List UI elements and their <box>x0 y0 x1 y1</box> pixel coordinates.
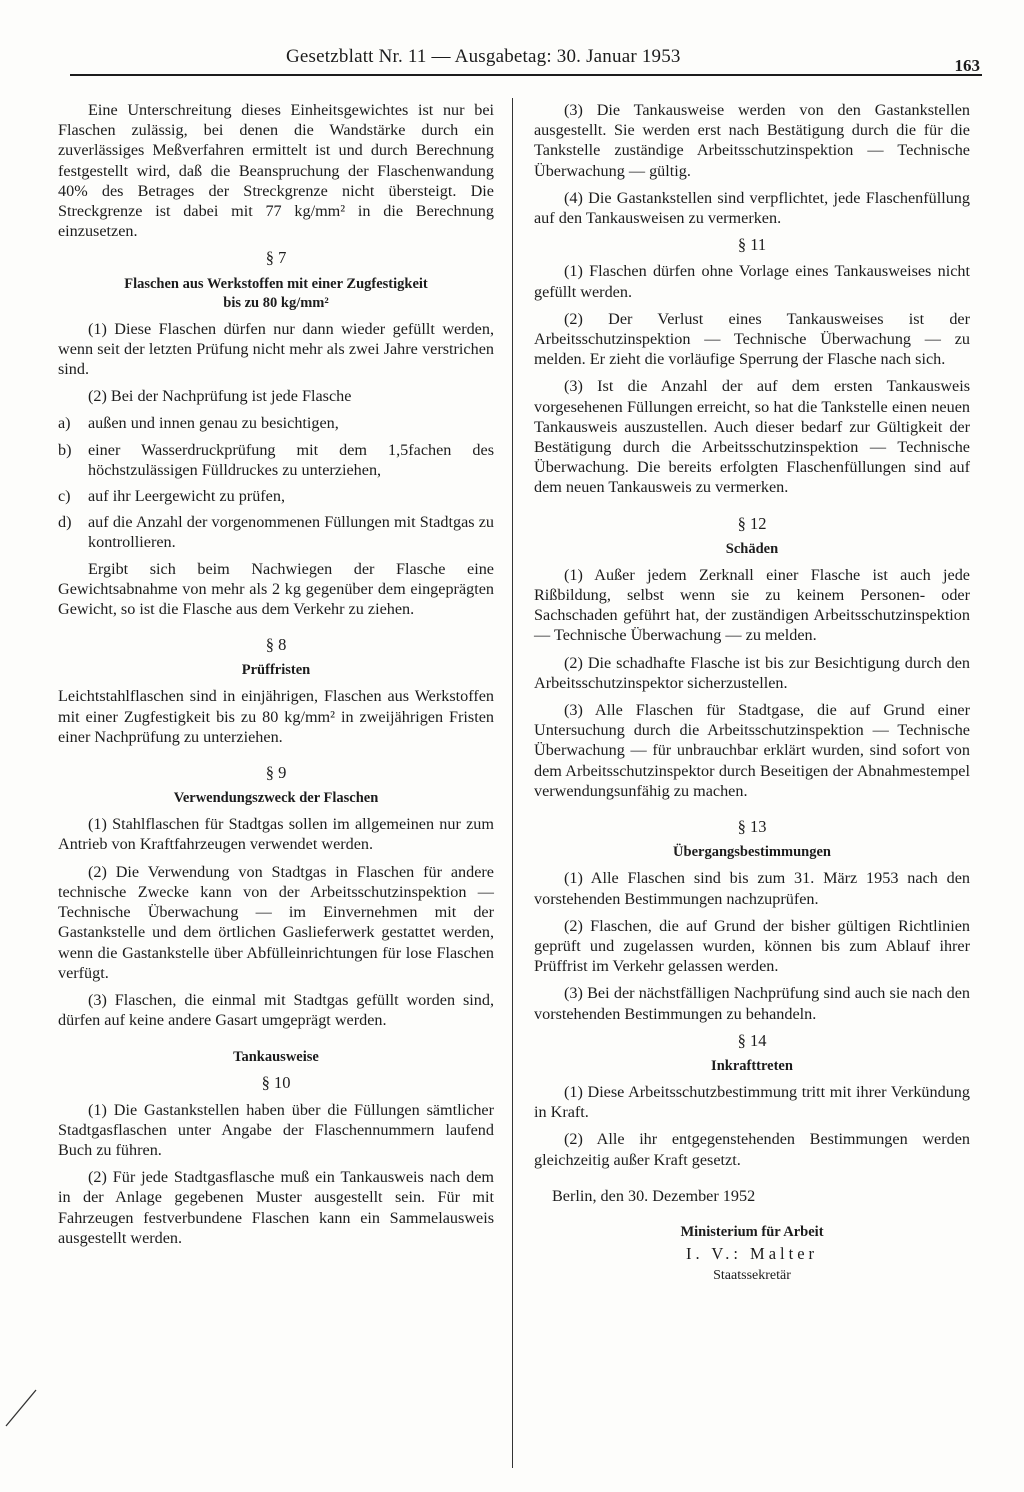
section-13-paragraph-2: (2) Flaschen, die auf Grund der bisher gültigen Richtlinien geprüft und zugelassen wurden, können bis zum Ablauf ihrer Prüffrist im Verkehr gelassen werden. <box>534 916 970 976</box>
list-letter: b) <box>58 440 72 459</box>
list-letter: c) <box>58 487 71 506</box>
list-text: auf ihr Leergewicht zu prüfen, <box>88 487 286 506</box>
list-item <box>58 413 494 433</box>
page-number: 163 <box>954 56 980 75</box>
section-13-paragraph-1: (1) Alle Flaschen sind bis zum 31. März 1953 nach den vorstehenden Bestimmungen nachzuprüfen. <box>534 869 970 908</box>
section-11-paragraph-2: (2) Der Verlust eines Tankausweises ist der Arbeitsschutzinspektion — Technische Überwachung — zu melden. Er zieht die vorläufige Sperrung der Flasche nach sich. <box>534 309 970 369</box>
section-7-heading <box>58 275 494 313</box>
section-12-number: § 12 <box>737 513 767 533</box>
section-9-paragraph-1: (1) Stahlflaschen für Stadtgas sollen im allgemeinen nur zum Antrieb von Kraftfahrzeugen verwendet werden. <box>58 815 494 854</box>
section-7-paragraph-3: Ergibt sich beim Nachwiegen der Flasche eine Gewichtsabnahme von mehr als 2 kg gegenüber dem eingeprägten Gewicht, so ist die Flasche aus dem Verkehr zu ziehen. <box>58 559 494 619</box>
list-text: außen und innen genau zu besichtigen, <box>88 414 339 433</box>
section-7-paragraph-1: (1) Diese Flaschen dürfen nur dann wieder gefüllt werden, wenn seit der letzten Prüfung nicht mehr als zwei Jahre verstrichen sind. <box>58 319 494 379</box>
date-line: Berlin, den 30. Dezember 1952 <box>552 1186 756 1205</box>
left-column <box>58 100 494 1255</box>
section-9-heading: Verwendungszweck der Flaschen <box>173 790 379 807</box>
section-10-paragraph-3: (3) Die Tankausweise werden von den Gastankstellen ausgestellt. Sie werden erst nach Bestätigung durch die für die Tankstelle zuständige Arbeitsschutzinspektion — Technische Überwachung — gültig. <box>534 101 970 180</box>
section-12-paragraph-3: (3) Alle Flaschen für Stadtgase, die auf Grund einer Untersuchung durch die Arbeitsschutzinspektion — Technische Überwachung — für unbrauchbar erklärt wurden, sind sofort von dem Arbeitsschutzinspektor durch Beseitigen der Abnahmestempel verwendungsunfähig zu machen. <box>534 701 970 800</box>
section-14-paragraph-2: (2) Alle ihr entgegenstehenden Bestimmungen werden gleichzeitig außer Kraft gesetzt. <box>534 1130 970 1169</box>
section-12-heading: Schäden <box>725 540 779 557</box>
section-9-number: § 9 <box>265 763 287 783</box>
section-8-number: § 8 <box>265 635 287 655</box>
section-8-heading: Prüffristen <box>241 662 311 679</box>
right-column <box>534 100 970 1287</box>
intro-paragraph: Eine Unterschreitung dieses Einheitsgewichtes ist nur bei Flaschen zulässig, bei denen die Wandstärke durch ein zuverlässiges Meßverfahren ermittelt ist und durch Berechnung festgestellt wird, daß die Beanspruchung der Flaschenwandung 40% des Betrages der Streckgrenze nicht übersteigt. Die Streckgrenze ist dabei mit 77 kg/mm² in die Berechnung einzusetzen. <box>58 101 494 241</box>
section-14-number: § 14 <box>737 1030 767 1050</box>
list-letter: d) <box>58 513 72 532</box>
section-10-paragraph-2: (2) Für jede Stadtgasflasche muß ein Tankausweis nach dem in der Anlage gegebenen Muster ausgestellt sein. Für mit Fahrzeugen festverbundene Flaschen kann ein Sammelausweis ausgestellt werden. <box>58 1168 494 1247</box>
gazette-title: Gesetzblatt Nr. 11 — Ausgabetag: 30. Januar 1953 <box>286 46 681 67</box>
signatory-role: Staatssekretär <box>713 1268 791 1284</box>
list-item <box>58 440 494 480</box>
section-11-paragraph-3: (3) Ist die Anzahl der auf dem ersten Tankausweis vorgesehenen Füllungen erreicht, so hat die Tankstelle einen neuen Tankausweis auszustellen. Auch dieser bedarf zur Gültigkeit der Bestätigung durch die Arbeitsschutzinspektion — Technische Überwachung. Die bereits erfolgten Flaschenfüllungen sind auf dem neuen Tankausweis zu vermerken. <box>534 377 970 497</box>
section-12-paragraph-2: (2) Die schadhafte Flasche ist bis zur Besichtigung durch den Arbeitsschutzinspektor sicherzustellen. <box>534 653 970 692</box>
list-text: einer Wasserdruckprüfung mit dem 1,5fachen des höchstzulässigen Fülldruckes zu unterziehen, <box>88 440 494 479</box>
section-14-heading: Inkrafttreten <box>711 1057 793 1074</box>
list-item <box>58 486 494 506</box>
section-10-paragraph-4: (4) Die Gastankstellen sind verpflichtet, jede Flaschenfüllung auf den Tankausweisen zu vermerken. <box>534 188 970 228</box>
section-11-number: § 11 <box>737 235 767 255</box>
section-7-heading-line1: Flaschen aus Werkstoffen mit einer Zugfestigkeit <box>124 275 428 292</box>
page-header <box>70 46 982 82</box>
section-13-paragraph-3: (3) Bei der nächstfälligen Nachprüfung sind auch sie nach den vorstehenden Bestimmungen zu behandeln. <box>534 984 970 1023</box>
tankausweise-heading: Tankausweise <box>233 1049 319 1066</box>
section-12-paragraph-1: (1) Außer jedem Zerknall einer Flasche ist auch jede Rißbildung, selbst wenn sie zu keinem Personen- oder Sachschaden geführt hat, der zuständigen Arbeitsschutzinspektion — Technische Überwachung — zu melden. <box>534 565 970 645</box>
section-13-number: § 13 <box>737 817 767 837</box>
section-14-paragraph-1: (1) Diese Arbeitsschutzbestimmung tritt mit ihrer Verkündung in Kraft. <box>534 1082 970 1122</box>
section-9-paragraph-2: (2) Die Verwendung von Stadtgas in Flaschen für andere technische Zwecke kann von der Arbeitsschutzinspektion — Technische Überwachung — im Einvernehmen mit der Gastankstelle und dem örtlichen Gaslieferwerk gestattet werden, wenn die Gastankstelle über Abfülleinrichtungen für lose Flaschen verfügt. <box>58 862 494 982</box>
section-7-heading-line2: bis zu 80 kg/mm² <box>223 294 329 311</box>
column-divider <box>512 98 513 1468</box>
header-rule <box>70 74 982 76</box>
list-text: auf die Anzahl der vorgenommenen Füllungen mit Stadtgas zu kontrollieren. <box>88 513 494 552</box>
section-11-paragraph-1: (1) Flaschen dürfen ohne Vorlage eines Tankausweises nicht gefüllt werden. <box>534 262 970 301</box>
pen-mark-icon <box>4 1388 40 1428</box>
section-7-paragraph-2: (2) Bei der Nachprüfung ist jede Flasche <box>88 387 352 406</box>
section-8-paragraph: Leichtstahlflaschen sind in einjährigen, Flaschen aus Werkstoffen mit einer Zugfestigkeit bis zu 80 kg/mm² in zweijährigen Fristen einer Nachprüfung zu unterziehen. <box>58 687 494 746</box>
ministry-name: Ministerium für Arbeit <box>680 1223 824 1240</box>
list-item <box>58 512 494 552</box>
section-9-paragraph-3: (3) Flaschen, die einmal mit Stadtgas gefüllt worden sind, dürfen auf keine andere Gasart umgeprägt werden. <box>58 990 494 1030</box>
section-13-heading: Übergangsbestimmungen <box>673 844 831 861</box>
section-10-number: § 10 <box>261 1073 291 1093</box>
section-10-paragraph-1: (1) Die Gastankstellen haben über die Füllungen sämtlicher Stadtgasflaschen unter Angabe der Flaschennummern laufend Buch zu führen. <box>58 1100 494 1159</box>
signatory-name: I. V.: Malter <box>685 1244 819 1264</box>
list-letter: a) <box>58 414 71 433</box>
section-7-number: § 7 <box>265 248 287 268</box>
